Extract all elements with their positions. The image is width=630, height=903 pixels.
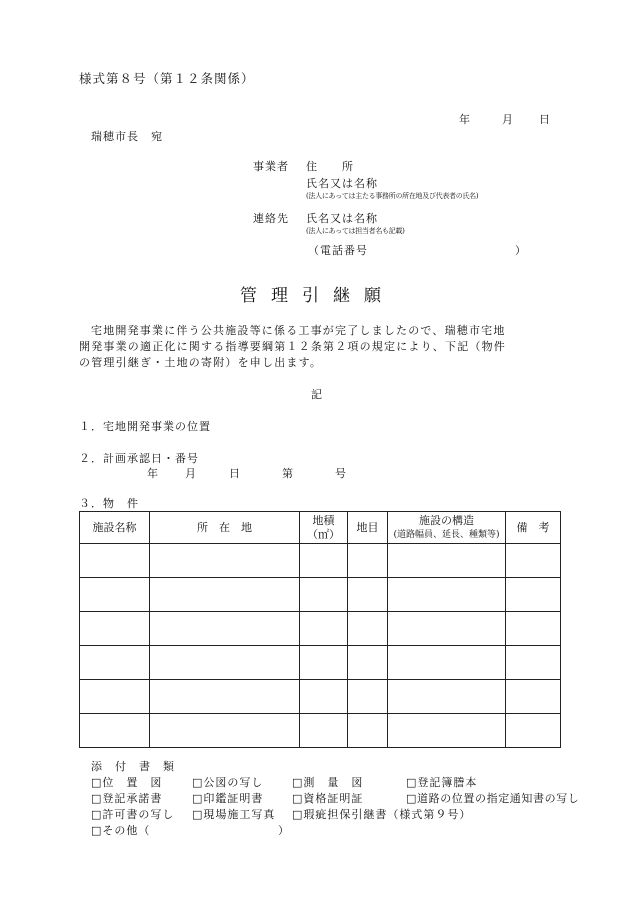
table-row: [80, 578, 561, 612]
table-cell[interactable]: [348, 544, 388, 578]
table-cell[interactable]: [388, 544, 506, 578]
approval-month-label: 月: [185, 467, 197, 480]
table-cell[interactable]: [388, 578, 506, 612]
table-cell[interactable]: [348, 646, 388, 680]
table-cell[interactable]: [150, 714, 300, 748]
item-1-location: １．宅地開発事業の位置: [79, 420, 211, 433]
table-cell[interactable]: [348, 578, 388, 612]
date-year-label: 年: [459, 113, 471, 126]
table-cell[interactable]: [300, 578, 348, 612]
attachment-registration-consent[interactable]: □登記承諾書: [91, 792, 163, 805]
table-cell[interactable]: [506, 646, 561, 680]
table-cell[interactable]: [80, 612, 150, 646]
header-area-label: 地積: [312, 513, 335, 527]
table-cell[interactable]: [506, 578, 561, 612]
table-cell[interactable]: [80, 646, 150, 680]
header-area: [300, 512, 348, 544]
table-cell[interactable]: [300, 544, 348, 578]
attachment-seal-certificate[interactable]: □印鑑証明書: [192, 792, 264, 805]
form-number: 様式第８号（第１２条関係）: [79, 71, 255, 86]
contact-name-note: (法人にあっては担当者名も記載): [306, 227, 405, 235]
applicant-name-label: 氏名又は名称: [306, 177, 378, 190]
table-cell[interactable]: [300, 646, 348, 680]
table-cell[interactable]: [388, 646, 506, 680]
table-cell[interactable]: [506, 714, 561, 748]
contact-name-label: 氏名又は名称: [306, 212, 378, 225]
document-title: 管理引継願: [240, 286, 395, 306]
table-cell[interactable]: [388, 714, 506, 748]
approval-go-label: 号: [335, 467, 347, 480]
table-cell[interactable]: [348, 714, 388, 748]
date-day-label: 日: [539, 113, 551, 126]
attachment-survey-map[interactable]: □測 量 図: [292, 776, 364, 789]
table-row: [80, 646, 561, 680]
table-cell[interactable]: [348, 612, 388, 646]
body-line-1: 宅地開発事業に伴う公共施設等に係る工事が完了しましたので、瑞穂市宅地: [91, 324, 506, 337]
attachment-registry-transcript[interactable]: □登記簿謄本: [406, 776, 478, 789]
table-cell[interactable]: [300, 714, 348, 748]
property-table: [79, 511, 561, 748]
ki-label: 記: [311, 388, 323, 401]
header-remarks: 備 考: [506, 512, 561, 544]
table-cell[interactable]: [150, 612, 300, 646]
address-label: 住 所: [306, 160, 354, 173]
phone-close: ）: [515, 244, 527, 257]
item-2-approval: ２．計画承認日・番号: [79, 452, 199, 465]
approval-year-label: 年: [147, 467, 159, 480]
table-cell[interactable]: [388, 612, 506, 646]
header-structure-note: (道路幅員、延長、種類等): [393, 529, 500, 540]
attachments-heading: 添 付 書 類: [91, 760, 175, 773]
header-facility-name: 施設名称: [80, 512, 150, 544]
table-row: [80, 680, 561, 714]
table-row: [80, 612, 561, 646]
approval-day-label: 日: [229, 467, 241, 480]
header-land-category: 地目: [348, 512, 388, 544]
table-cell[interactable]: [150, 680, 300, 714]
body-line-2: 開発事業の適正化に関する指導要綱第１２条第２項の規定により、下記（物件: [79, 340, 506, 353]
attachment-permit-copy[interactable]: □許可書の写し: [91, 808, 175, 821]
attachment-qualification-certificate[interactable]: □資格証明証: [292, 792, 364, 805]
header-structure: [388, 512, 506, 544]
attachment-defect-warranty[interactable]: □瑕疵担保引継書（様式第９号）: [292, 808, 472, 821]
table-row: [80, 714, 561, 748]
attachment-cadastral-copy[interactable]: □公図の写し: [192, 776, 264, 789]
table-cell[interactable]: [80, 578, 150, 612]
header-location: 所 在 地: [150, 512, 300, 544]
table-cell[interactable]: [388, 680, 506, 714]
contact-label: 連絡先: [253, 212, 289, 225]
table-cell[interactable]: [150, 578, 300, 612]
table-cell[interactable]: [150, 646, 300, 680]
item-3-property: ３．物 件: [79, 497, 139, 510]
table-header-row: [80, 512, 561, 544]
attachment-site-photos[interactable]: □現場施工写真: [192, 808, 276, 821]
table-cell[interactable]: [506, 612, 561, 646]
attachment-location-map[interactable]: □位 置 図: [91, 776, 163, 789]
table-cell[interactable]: [80, 714, 150, 748]
body-line-3: の管理引継ぎ・土地の寄附）を申し出ます。: [79, 356, 323, 369]
table-cell[interactable]: [348, 680, 388, 714]
applicant-name-note: (法人にあっては主たる事務所の所在地及び代表者の氏名): [306, 192, 479, 200]
table-cell[interactable]: [506, 680, 561, 714]
addressee: 瑞穂市長 宛: [91, 130, 163, 143]
table-cell[interactable]: [506, 544, 561, 578]
attachment-other[interactable]: □その他（: [91, 824, 151, 837]
table-cell[interactable]: [300, 680, 348, 714]
approval-dai-label: 第: [282, 467, 294, 480]
table-cell[interactable]: [150, 544, 300, 578]
table-cell[interactable]: [80, 544, 150, 578]
table-row: [80, 544, 561, 578]
phone-label: （電話番号: [308, 244, 368, 257]
table-cell[interactable]: [300, 612, 348, 646]
table-cell[interactable]: [80, 680, 150, 714]
date-month-label: 月: [502, 113, 514, 126]
header-area-unit: （㎡）: [307, 527, 340, 541]
applicant-label: 事業者: [253, 160, 289, 173]
attachment-other-close: ）: [278, 824, 290, 837]
attachment-road-designation-notice[interactable]: □道路の位置の指定通知書の写し: [406, 792, 580, 805]
header-structure-label: 施設の構造: [419, 513, 474, 527]
